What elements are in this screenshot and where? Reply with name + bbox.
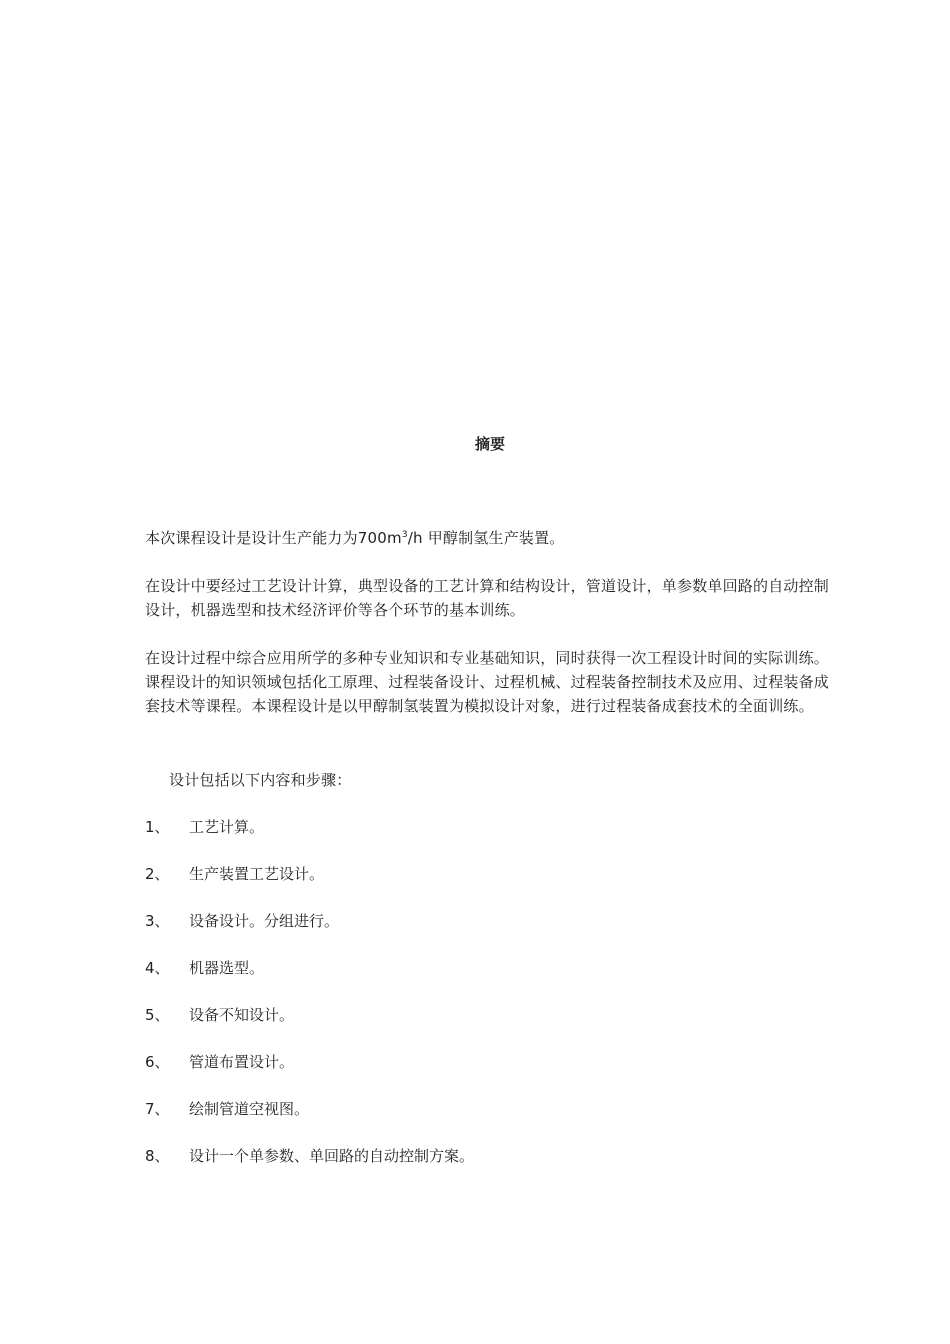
page-title: 摘要 xyxy=(474,435,505,453)
list-item xyxy=(145,1097,835,1144)
list-number: 6、 xyxy=(145,1053,170,1071)
list-number: 7、 xyxy=(145,1100,170,1118)
list-item xyxy=(145,815,835,862)
list-item xyxy=(145,1003,835,1050)
list-item xyxy=(145,862,835,909)
list-text: 工艺计算。 xyxy=(189,818,265,836)
list-item xyxy=(145,1050,835,1097)
list-item xyxy=(145,956,835,1003)
list-text: 管道布置设计。 xyxy=(189,1053,295,1071)
steps-intro: 设计包括以下内容和步骤： xyxy=(169,771,352,789)
superscript-unit: 3 xyxy=(401,530,408,540)
list-number: 8、 xyxy=(145,1147,170,1165)
intro-text-before: 本次课程设计是设计生产能力为700m xyxy=(145,529,402,547)
list-item xyxy=(145,1144,835,1191)
design-scope-paragraph: 在设计中要经过工艺设计计算，典型设备的工艺计算和结构设计，管道设计，单参数单回路的自动控制设计，机器选型和技术经济评价等各个环节的基本训练。 xyxy=(145,577,830,619)
list-number: 2、 xyxy=(145,865,170,883)
knowledge-paragraph: 在设计过程中综合应用所学的多种专业知识和专业基础知识，同时获得一次工程设计时间的实际训练。课程设计的知识领域包括化工原理、过程装备设计、过程机械、过程装备控制技术及应用、过程装备成套技术等课程。本课程设计是以甲醇制氢装置为模拟设计对象，进行过程装备成套技术的全面训练。 xyxy=(145,649,830,715)
list-number: 3、 xyxy=(145,912,170,930)
list-item xyxy=(145,909,835,956)
list-text: 机器选型。 xyxy=(189,959,265,977)
intro-paragraph xyxy=(145,526,835,550)
list-text: 设备设计。分组进行。 xyxy=(189,912,340,930)
list-text: 绘制管道空视图。 xyxy=(189,1100,310,1118)
list-text: 设计一个单参数、单回路的自动控制方案。 xyxy=(189,1147,475,1165)
list-number: 1、 xyxy=(145,818,170,836)
list-text: 生产装置工艺设计。 xyxy=(189,865,325,883)
intro-text-after: /h 甲醇制氢生产装置。 xyxy=(407,529,565,547)
list-text: 设备不知设计。 xyxy=(189,1006,295,1024)
list-number: 4、 xyxy=(145,959,170,977)
steps-list xyxy=(145,815,835,1191)
list-number: 5、 xyxy=(145,1006,170,1024)
